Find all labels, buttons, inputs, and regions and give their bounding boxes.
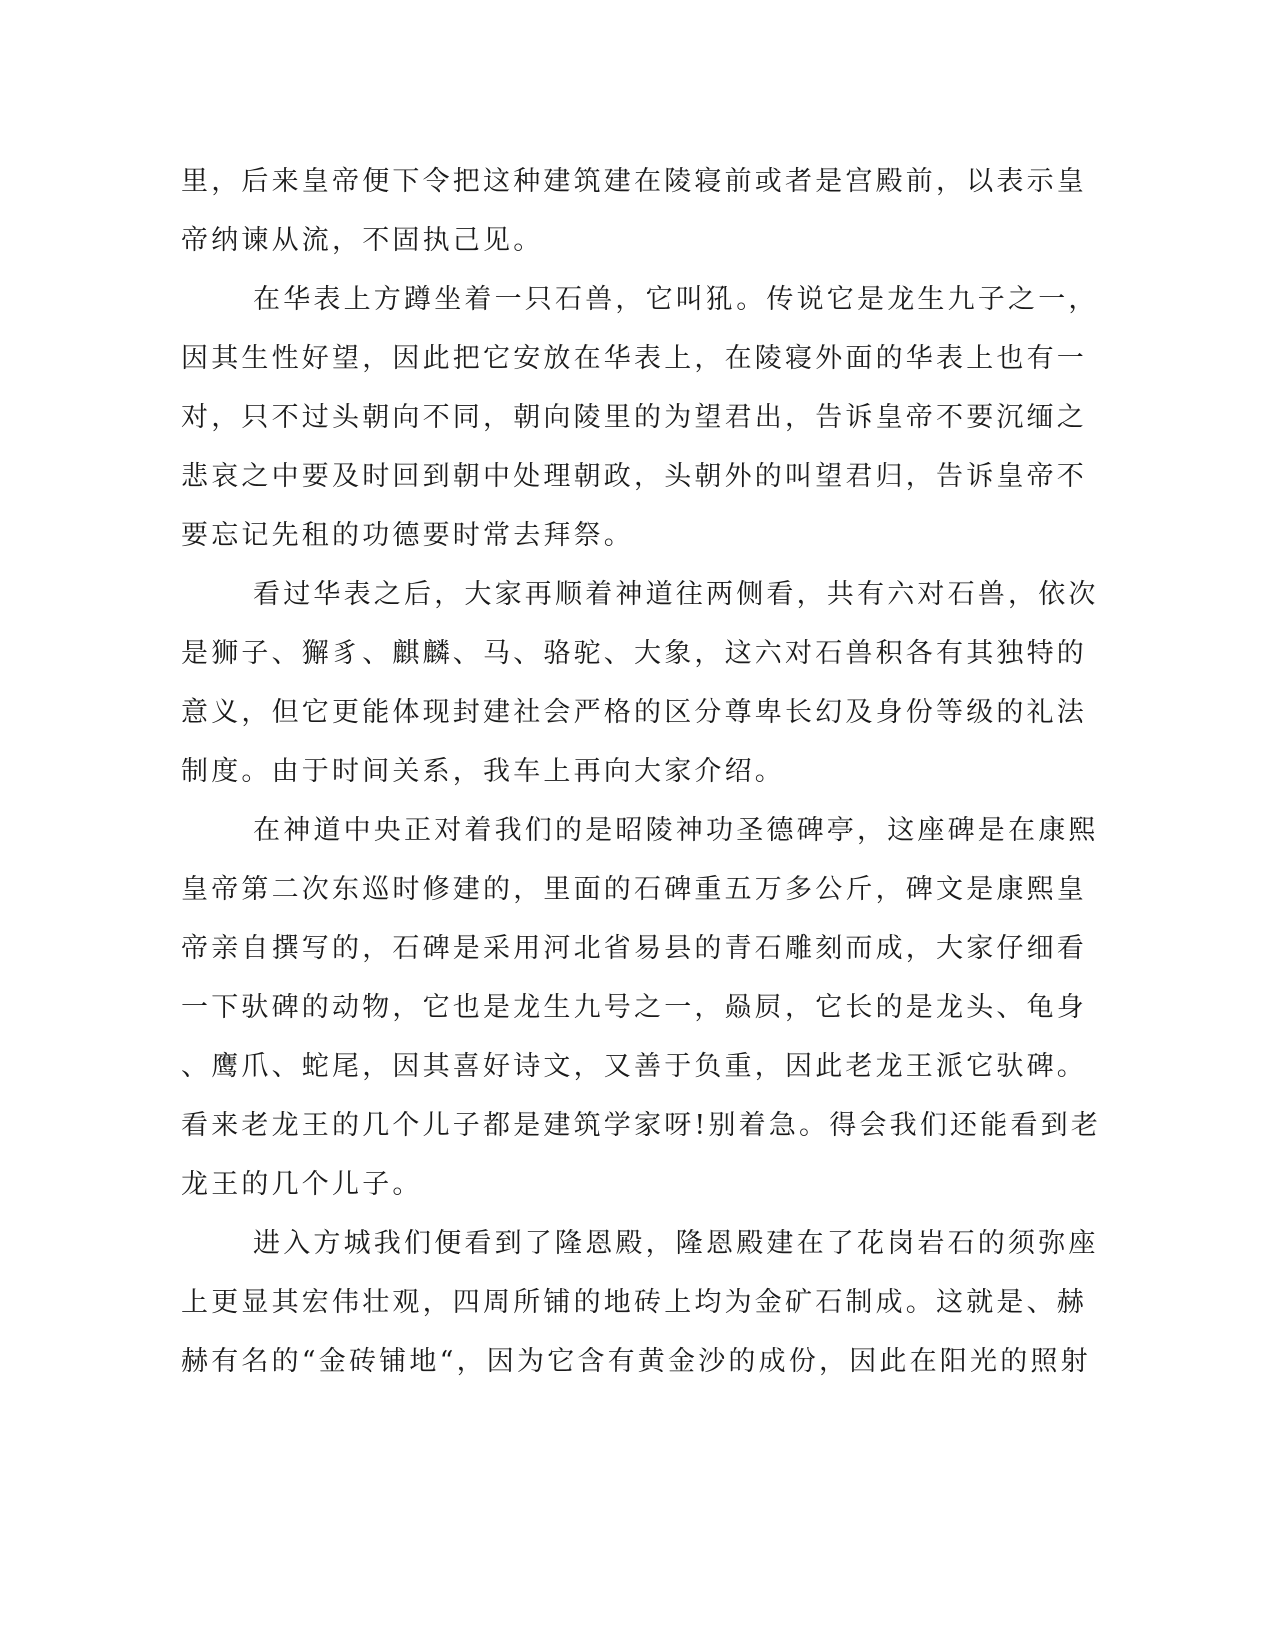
text-line: 皇帝第二次东巡时修建的，里面的石碑重五万多公斤，碑文是康熙皇: [181, 874, 1087, 905]
text-line: 上更显其宏伟壮观，四周所铺的地砖上均为金矿石制成。这就是、赫: [181, 1287, 1087, 1318]
paragraph-5: [181, 1214, 1099, 1391]
text-line: 是狮子、獬豸、麒麟、马、骆驼、大象，这六对石兽积各有其独特的: [181, 638, 1087, 669]
text-line-indented: 在神道中央正对着我们的是昭陵神功圣德碑亭，这座碑是在康熙: [253, 815, 1099, 846]
text-line: 里，后来皇帝便下令把这种建筑建在陵寝前或者是宫殿前，以表示皇: [181, 166, 1087, 197]
text-line: 制度。由于时间关系，我车上再向大家介绍。: [181, 756, 785, 787]
paragraph-2: [181, 270, 1099, 565]
text-line: 赫有名的“金砖铺地“，因为它含有黄金沙的成份，因此在阳光的照射: [181, 1346, 1091, 1377]
text-line: 看来老龙王的几个儿子都是建筑学家呀!别着急。得会我们还能看到老: [181, 1110, 1102, 1141]
text-line: 帝亲自撰写的，石碑是采用河北省易县的青石雕刻而成，大家仔细看: [181, 933, 1087, 964]
text-line: 龙王的几个儿子。: [181, 1169, 423, 1200]
text-line: 对，只不过头朝向不同，朝向陵里的为望君出，告诉皇帝不要沉缅之: [181, 402, 1087, 433]
paragraph-3: [181, 565, 1099, 801]
document-body: [181, 152, 1102, 1391]
text-line: 因其生性好望，因此把它安放在华表上，在陵寝外面的华表上也有一: [181, 343, 1087, 374]
text-line: 帝纳谏从流，不固执己见。: [181, 225, 544, 256]
text-line: 、鹰爪、蛇尾，因其喜好诗文，又善于负重，因此老龙王派它驮碑。: [181, 1051, 1087, 1082]
text-line-indented: 进入方城我们便看到了隆恩殿，隆恩殿建在了花岗岩石的须弥座: [253, 1228, 1099, 1259]
paragraph-4: [181, 801, 1102, 1214]
text-line: 要忘记先租的功德要时常去拜祭。: [181, 520, 634, 551]
text-line: 一下驮碑的动物，它也是龙生九号之一，赑屃，它长的是龙头、龟身: [181, 992, 1087, 1023]
paragraph-1: [181, 152, 1087, 270]
text-line: 悲哀之中要及时回到朝中处理朝政，头朝外的叫望君归，告诉皇帝不: [181, 461, 1087, 492]
text-line: 意义，但它更能体现封建社会严格的区分尊卑长幻及身份等级的礼法: [181, 697, 1087, 728]
text-line-indented: 在华表上方蹲坐着一只石兽，它叫犼。传说它是龙生九子之一，: [253, 284, 1099, 315]
text-line-indented: 看过华表之后，大家再顺着神道往两侧看，共有六对石兽，依次: [253, 579, 1099, 610]
